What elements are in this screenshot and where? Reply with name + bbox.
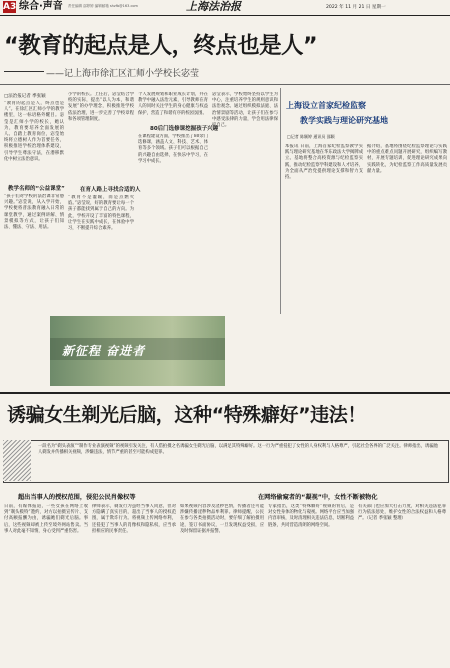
headline-rule	[0, 84, 450, 85]
story2-lead-stripe	[3, 440, 31, 481]
story1-col2: 小学的校长。上任后，宓莹结合学校的实际，提出“以人为本，和谐发展”的办学理念，积极推进学校依法治理，进一步完善了学校章程和各项管理制度。	[68, 92, 134, 122]
story2-col3: 如果视频内容涉及淫秽色情，传播者还可能涉嫌传播淫秽物品牟利罪。律师提醒，公民在参与各类拍摄活动时，要仔细了解拍摄用途，签订书面协议，一旦发现权益受损，应及时保留证据并报警。	[180, 504, 264, 534]
newspaper-name: 上海法治报	[186, 0, 241, 13]
issue-date: 2022 年 11 月 21 日 星期一	[326, 5, 386, 10]
photo-label: 新征程 奋进者	[62, 344, 146, 358]
sidebar-headline-line2: 教学实践与理论研究基地	[300, 116, 388, 125]
sidebar-headline-line1: 上海设立首家纪检监察	[286, 101, 366, 110]
story1-col4b: 宓莹表示，学校始终坚持以学生为中心，注重培养学生的规则意识和法治观念。通过组织模拟法庭、法治情景剧等活动，让孩子们在参与中感受法律的力量，学会用法律保护自己。	[212, 92, 278, 129]
story2-headline: 诱骗女生剃光后脑，这种“特殊癖好”违法！	[7, 404, 366, 426]
section-meta: 责任编辑 邵婷婷 编辑邮箱 shzfb@163.com	[68, 4, 138, 8]
story1-cols-tail	[228, 316, 446, 386]
story2-col5: 有关部门也应加大打击力度，对相关违法犯罪行为依法惩处，维护女性的合法权益和人格尊严。（记者 季张颖 整理）	[358, 504, 446, 522]
story1-subheadline: ——记上海市徐汇区汇师小学校长宓莹	[46, 69, 200, 79]
page-badge: A3	[3, 2, 17, 12]
story1-col3-subtitle: 80后门选修课挖掘孩子兴趣	[150, 126, 219, 132]
story2-subheading-right: 在网络偷窥者的“凝视”中，女性不断被物化	[258, 494, 378, 501]
sidebar-col-right: 据介绍，基地将围绕纪检监察理论与实践中的重点难点问题开展研究，组织编写教材，开展专题培训，促进理论研究成果向实践转化，为纪检监察工作高质量发展贡献力量。	[367, 144, 447, 174]
page-header	[0, 0, 450, 14]
feature-photo	[50, 316, 225, 386]
subhead-dash	[4, 71, 44, 72]
sidebar-col-left: 本报讯 日前，上海首家纪检监察教学实践与理论研究基地在华东政法大学揭牌成立。基地将整合高校资源与纪检监察实践，推动纪检监察学科建设和人才培养，为全面从严治党提供理论支撑和智力支持。	[285, 144, 363, 181]
story1-col1-subtitle: 教学名师的“公益课堂”	[8, 186, 65, 192]
story2-col1: 日前，有媒体报道，一些女孩在网络上收到“剃头模特”邀约，对方以拍摄宣传片、支付高额报酬为由，诱骗她们剃光后脑。事后，这些视频却被上传至境外网站售卖。当事人对此毫不知情，身心受到严重伤害。	[4, 504, 88, 534]
story2-col2: 律师表示，剃发行为虽经当事人同意，但对方隐瞒了真实目的，超出了当事人的授权范围，属于欺诈行为。将视频上传网络牟利，还侵犯了当事人的肖像权和隐私权，应当承担相应的民事责任。	[92, 504, 176, 534]
story2-col4: 专家指出，这类“特殊癖好”视频的背后，是对女性身体的物化与窥视。网络平台应当加强内容审核，及时清理相关违法信息，切断利益链条，共同营造清朗的网络空间。	[268, 504, 354, 528]
story2-lead: 一段名为“剃头表演”“制作专业表演视频”的视频引发关注，有人借拍摄之名诱骗女生剃光后脑，以满足其特殊癖好。这一行为严重侵犯了女性的人身权利与人格尊严，引起社会各界的广泛关注。律师指出，诱骗他人剃发并传播相关视频，涉嫌违法，情节严重的甚至可能构成犯罪。	[38, 444, 438, 456]
story1-headline: “教育的起点是人，终点也是人”	[4, 33, 318, 59]
story1-byline: □法治报记者 季张颖	[4, 94, 46, 99]
header-rule	[0, 15, 450, 16]
story1-col3: 个人发展规划和职业成长计划，并在教学中融入法治元素，引导教师在育人的同时关注学生的身心健康与权益保护，营造了和谐有序的校园氛围。	[138, 92, 208, 116]
section-rule	[0, 392, 450, 394]
story1-col1: “教育的起点是人，终点也是人”。在徐汇区汇师小学的教学楼里，这一标语格外醒目。宓莹是汇师小学的校长，她认为，教育要培养全面发展的人。自踏上教育岗位，宓莹始终将立德树人作为首要任务，积极推进学校治理体系建设，引导学生尊法守法，在潜移默化中树立法治意识。	[4, 101, 64, 162]
story1-col3b: 在课程建设方面，学校推出了80余门选修课，涵盖人文、科技、艺术、体育等多个领域。孩子们可以根据自己的兴趣自由选择，在快乐中学习，在学习中成长。	[138, 134, 208, 164]
story1-col1b: “孩子们对学校的法治课非常感兴趣。”宓莹说，从入学开始，学校便将普法教育融入日常的课堂教学，通过案例讲解、情景模拟等方式，让孩子们知法、懂法、守法、用法。	[4, 194, 64, 231]
story1-col2b: “教育不是灌输，而是点燃火焰。”宓莹说，好的教育要让每一个孩子都能找到属于自己的方向。为此，学校开设了丰富的特色课程，让学生在实践中成长，在体验中学习，不断提升综合素养。	[68, 195, 134, 232]
story1-col2-subtitle: 在育人路上寻找合适的人	[80, 187, 141, 193]
section-title: 综合·声音	[19, 1, 63, 12]
sidebar-byline: □记者 陈颖婷 通讯员 邵颖	[287, 134, 335, 139]
story2-subheading-left: 超出当事人的授权范围，侵犯公民肖像权等	[18, 494, 136, 501]
sidebar-divider	[280, 88, 281, 314]
story1-col1-tail	[4, 316, 48, 386]
